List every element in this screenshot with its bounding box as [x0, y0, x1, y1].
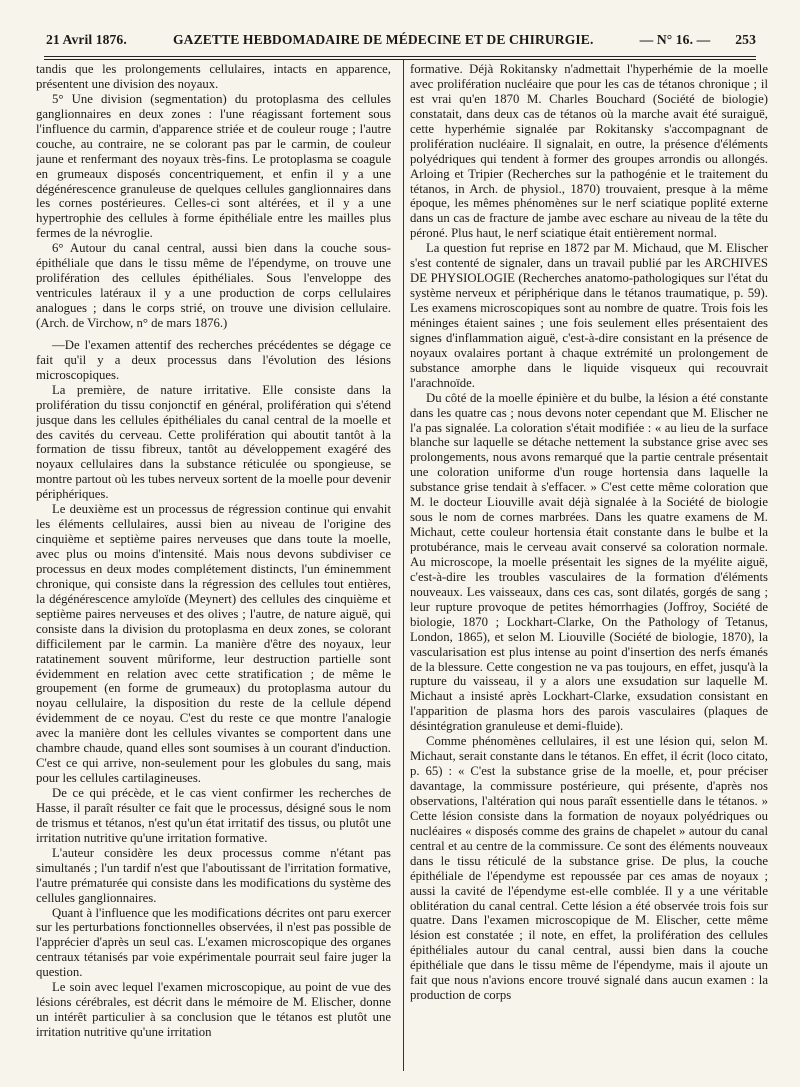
left-column: [36, 62, 391, 1073]
header-date: 21 Avril 1876.: [46, 32, 127, 47]
paragraph: Du côté de la moelle épinière et du bulbe, la lésion a été constante dans les quatre cas ; nous devons noter cependant que M. Elischer ne l'a pas signalée. La coloration s'était modifiée : « au lieu de la surface blanche sur laquelle se détache nettement la substance grise avec ses prolongements, nous avons remarqué que la partie centrale présentait une coloration uniforme d'un rouge hortensia dans laquelle la substance grise tendait à s'effacer. » C'est cette même coloration que M. le docteur Liouville avait déjà signalée à la Société de biologie sous le nom de cornes marbrées. Dans les quatre examens de M. Michaut, cette couleur hortensia était constante dans le bulbe et la protubérance, mais le cerveau avait conservé sa coloration normale. Au microscope, la moelle présentait les signes de la myélite aiguë, c'est-à-dire les troubles vasculaires de la formation d'éléments nouveaux. Les vaisseaux, dans ces cas, sont dilatés, gorgés de sang ; leur rupture provoque de petites hémorrhagies (Joffroy, Société de biologie, 1870 ; Lockhart-Clarke, On the Pathology of Tetanus, London, 1865), et selon M. Liouville (Société de biologie, 1870), la vascularisation est plus intense au point d'insertion des nerfs émanés de la blessure. Cette congestion ne va pas toujours, en effet, jusqu'à la rupture du vaisseau, il y a alors une exsudation sur laquelle M. Michaut a insisté après Lockhart-Clarke, exsudation consistant en l'apparition de plasma hors des parois vasculaires (plaques de désintégration granuleuse et demi-fluide).: [410, 390, 768, 734]
paragraph: L'auteur considère les deux processus comme n'étant pas simultanés ; l'un tardif n'est que l'aboutissant de l'irritation formative, l'autre prématurée qui consiste dans les modifications du système des cellules ganglionnaires.: [36, 845, 391, 905]
header-rule-thin: [44, 59, 756, 60]
paragraph: —De l'examen attentif des recherches précédentes se dégage ce fait qu'il y a deux processus dans l'évolution des lésions microscopiques.: [36, 337, 391, 382]
paragraph: tandis que les prolongements cellulaires, intacts en apparence, présentent une division des noyaux.: [36, 62, 391, 91]
paragraph: 6° Autour du canal central, aussi bien dans la couche sous-épithéliale que dans le tissu même de l'épendyme, on trouve une prolifération des cellules épithéliales. Sous l'enveloppe des ventricules latéraux il y a une production de corps cellulaires analogues ; dans le corps strié, on trouve une division cellulaire. (Arch. de Virchow, n° de mars 1876.): [36, 241, 391, 330]
paragraph: Le deuxième est un processus de régression continue qui envahit les éléments cellulaires, aussi bien au niveau de l'origine des cinquième et septième paires nerveuses que dans toute la moelle, avec plus ou moins d'intensité. Mais nous devons subdiviser ce processus en deux modes complétement distincts, l'un éminemment chronique, qui consiste dans la régression des cellules tout entières, la dégénérescence amyloïde (Meynert) des cellules des cinquième et septième paires nerveuses et des olives ; l'autre, de nature aiguë, qui consiste dans la division du protoplasma en deux zones, se colorant difficilement par le carmin. La manière d'être des noyaux, leur ratatinement souvent mûriforme, leur destruction partielle sont évidemment en relation avec cette stratification ; de même le groupement (en forme de grumeaux) du protoplasma autour du noyau cellulaire, la disposition du reste de la cellule dépend évidemment de ce noyau. C'est du reste ce que montre l'analogie avec la manière dont les cellules vivantes se comportent dans une chambre chaude, quand elles sont soumises à un courant d'induction. C'est ce qui arrive, non-seulement pour les globules du sang, mais pour les cellules cartilagineuses.: [36, 502, 391, 786]
header-issue-page: [640, 32, 756, 48]
header-page-number: 253: [735, 32, 756, 47]
paragraph: Comme phénomènes cellulaires, il est une lésion qui, selon M. Michaut, serait constante dans le tétanos. En effet, il écrit (loco citato, p. 65) : « C'est la substance grise de la moelle, et, pour préciser davantage, la commissure postérieure, qui présente, d'après nos observations, l'altération qui nous paraît essentielle dans le tétanos. » Cette lésion consiste dans la formation de noyaux polyédriques ou nucléaires « disposés comme des grains de chapelet » autour du canal central et au centre de la commissure. Ce sont des éléments nouveaux dans le tissu réticulé de la substance grise. De plus, la couche épithéliale de l'épendyme est repoussée par ces amas de noyaux ; aussi la cavité de l'épendyme est-elle comblée. Il y a une véritable oblitération du canal central. Cette lésion a été observée trois fois sur quatre. Dans l'examen microscopique de M. Elischer, cette même lésion est constatée ; il note, en effet, la prolifération des cellules épithéliales autour du canal central, aussi bien dans la couche épithéliale que dans le tissu même de l'épendyme, mais il ajoute un fait que nous n'avions encore trouvé signalé dans aucun examen : la production de corps: [410, 734, 768, 1003]
paragraph: La première, de nature irritative. Elle consiste dans la prolifération du tissu conjonctif en général, prolifération qui s'étend jusque dans les cellules épithéliales du canal central de la moelle et des cavités du cerveau. Cette prolifération qui aboutit tantôt à la formation de tissu fibreux, tantôt au développement exagéré des noyaux cellulaires dans la substance réticulée ou spongieuse, se montre partout où les tubes nerveux sortent de la moelle pour devenir périphériques.: [36, 382, 391, 502]
header-title: GAZETTE HEBDOMADAIRE DE MÉDECINE ET DE CHIRURGIE.: [173, 32, 594, 47]
header-issue: — N° 16. —: [639, 32, 711, 47]
running-header: [46, 30, 756, 50]
header-rule: [44, 56, 756, 57]
column-divider: [403, 60, 404, 1071]
paragraph: De ce qui précède, et le cas vient confirmer les recherches de Hasse, il paraît résulter ce fait que le processus, désigné sous le nom de trismus et tétanos, n'est qu'un état irritatif des tissus, ou plutôt une irritation nutritive qu'une irritation formative.: [36, 786, 391, 845]
paragraph: formative. Déjà Rokitansky n'admettait l'hyperhémie de la moelle avec prolifération nucléaire que pour les cas de tétanos chronique ; il est vrai qu'en 1870 M. Charles Bouchard (Société de biologie) constatait, dans deux cas de tétanos où la marche avait été suraiguë, cette hyperhémie signalée par Rokitansky s'accompagnant de prolifération nucléaire. Il signalait, en outre, la présence d'éléments polyédriques qui tendent à former des groupes arrondis ou allongés. Arloing et Tripier (Recherches sur la pathogénie et le traitement du tétanos, in Arch. de physiol., 1870) trouvaient, presque à la même époque, les mêmes phénomènes sur le nerf sciatique poplité externe dans un cas de fracture de jambe avec eschare au niveau de la tête du péroné. Plus haut, le nerf sciatique était entièrement normal.: [410, 62, 768, 241]
right-column: [410, 62, 768, 1073]
paragraph: La question fut reprise en 1872 par M. Michaud, que M. Elischer s'est contenté de signaler, dans un travail publié par les ARCHIVES DE PHYSIOLOGIE (Recherches anatomo-pathologiques sur l'état du système nerveux et périphérique dans le tétanos traumatique, p. 59). Les examens microscopiques sont au nombre de quatre. Trois fois les méninges étaient saines ; une fois seulement elles présentaient des signes d'inflammation aiguë, c'est-à-dire consistant en la présence de noyaux ovalaires portant à chaque extrémité un prolongement de substance amorphe dans le liquide visqueux qui recouvrait l'arachnoïde.: [410, 241, 768, 390]
paragraph: Quant à l'influence que les modifications décrites ont paru exercer sur les perturbations fonctionnelles observées, il n'est pas possible de l'apprécier d'après un seul cas. L'examen microscopique des organes centraux tétanisés par voie expérimentale pourrait seul faire juger la question.: [36, 905, 391, 980]
paragraph: 5° Une division (segmentation) du protoplasma des cellules ganglionnaires en deux zones : l'une réagissant fortement sous l'influence du carmin, d'apparence striée et de couleur rouge ; l'autre couche, au contraire, ne se colorant pas par le carmin, de couleur jaune et renfermant des noyaux très-fins. Le protoplasma se coagule en grumeaux disposés concentriquement, et enfin il y a une dégénérescence granuleuse de quelques cellules ganglionnaires dans les cornes postérieures. Celles-ci sont altérées, et il y a une hypertrophie des cellules à forme épithéliale entre les mailles plus fermes de la névroglie.: [36, 91, 391, 241]
paragraph: Le soin avec lequel l'examen microscopique, au point de vue des lésions cérébrales, est décrit dans le mémoire de M. Elischer, donne un intérêt particulier à sa conclusion que le tétanos est plutôt une irritation nutritive qu'une irritation: [36, 980, 391, 1039]
